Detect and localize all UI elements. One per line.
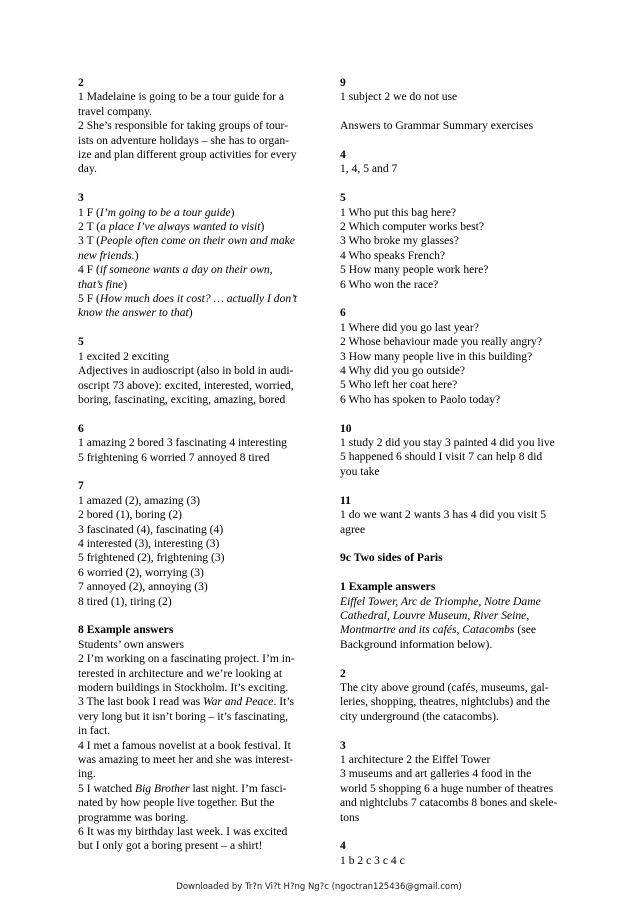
text-segment: 2 Which computer works best? [340,220,485,234]
text-segment: 2 bored (1), boring (2) [78,508,182,522]
answer-line [78,508,308,522]
text-segment: very long but it isn’t boring – it’s fascinating, [78,709,289,723]
answer-section [78,191,308,321]
answer-line [78,796,308,810]
text-segment: 4 Why did you go outside? [340,364,466,378]
left-answer-column [78,76,308,868]
exercise-heading: 7 [78,479,84,493]
text-segment: 3 fascinated (4), fascinating (4) [78,522,224,536]
text-segment: 3 museums and art galleries 4 food in the [340,767,532,781]
answer-line [340,465,572,479]
text-segment: 4 interested (3), interesting (3) [78,536,220,550]
answer-line [78,494,308,508]
answer-line [78,595,308,609]
text-segment: terested in architecture and we’re looking at [78,666,283,680]
answer-section [340,422,572,480]
text-segment: agree [340,522,366,536]
text-segment: 8 tired (1), tiring (2) [78,594,172,608]
answer-line [340,278,572,292]
text-segment: 4 I met a famous novelist at a book festival. It [78,738,291,752]
answer-line [78,162,308,176]
text-segment: 3 Who broke my glasses? [340,234,459,248]
answer-line [340,796,572,810]
text-segment: programme was boring. [78,810,189,824]
text-segment: 5 frightening 6 worried 7 annoyed 8 tired [78,450,270,464]
text-segment: nated by how people live together. But the [78,796,275,810]
answer-line [340,595,572,609]
answer-line [78,234,308,248]
text-segment: but I only got a boring present – a shirt! [78,839,263,853]
answer-line [78,739,308,753]
answer-line [340,710,572,724]
answer-line [340,364,572,378]
text-segment: world 5 shopping 6 a huge number of theatres [340,781,554,795]
answer-line [78,134,308,148]
text-segment: 5 How many people work here? [340,263,489,277]
text-segment: Answers to Grammar Summary exercises [340,119,534,133]
text-segment: 1 Where did you go last year? [340,320,479,334]
answer-line [340,782,572,796]
italic-text: Catacombs [462,623,515,637]
answer-line [340,523,572,537]
exercise-heading: 3 [340,738,346,752]
answer-line [78,148,308,162]
answer-line [340,350,572,364]
text-segment: The city above ground (cafés, museums, gal- [340,680,549,694]
text-segment: modern buildings in Stockholm. It’s exciting. [78,680,289,694]
answer-line [340,234,572,248]
exercise-heading: 8 Example answers [78,623,174,637]
text-segment: ) [134,248,139,262]
answer-line [78,839,308,853]
exercise-heading: 11 [340,493,351,507]
answer-line [340,263,572,277]
answer-line [340,206,572,220]
text-segment: you take [340,464,380,478]
answer-line [340,378,572,392]
answer-line [340,321,572,335]
italic-text: Montmartre and its cafés [340,623,457,637]
download-footer: Downloaded by Tr?n Vi?t H?ng Ng?c (ngoctran125436@gmail.com) [176,882,462,892]
answer-line [78,695,308,709]
answer-line [340,854,572,868]
text-segment: 4 Who speaks French? [340,248,446,262]
text-segment: 2 She’s responsible for taking groups of tour- [78,119,289,133]
answer-line [78,350,308,364]
text-segment: 1 do we want 2 wants 3 has 4 did you visit 5 [340,508,547,522]
right-answer-column [340,76,572,883]
answer-line [78,566,308,580]
text-segment: ize and plan different group activities for every [78,148,297,162]
answer-line [340,436,572,450]
text-segment: Adjectives in audioscript (also in bold in audi- [78,364,294,378]
answer-line [78,825,308,839]
text-segment: 3 How many people live in this building? [340,349,533,363]
text-segment: Students’ own answers [78,637,185,651]
answer-line [78,105,308,119]
answer-line [340,119,572,133]
text-segment: 6 Who has spoken to Paolo today? [340,392,501,406]
text-segment: 5 happened 6 should I visit 7 can help 8 did [340,450,543,464]
text-segment: (see [514,623,537,637]
text-segment: ) [260,220,265,234]
answer-line [78,523,308,537]
answer-line [78,292,308,306]
answer-line [78,537,308,551]
text-segment: city underground (the catacombs). [340,709,499,723]
italic-text: new friends. [78,248,135,262]
text-segment: 4 F ( [78,263,100,277]
text-segment: last night. I’m fasci- [189,781,287,795]
answer-section [340,739,572,825]
italic-text: know the answer to that [78,306,189,320]
text-segment: 3 T ( [78,234,101,248]
answer-line [78,379,308,393]
answer-section [340,580,572,652]
answer-line [78,206,308,220]
answer-line [78,724,308,738]
answer-line [78,710,308,724]
italic-text: a place I’ve always wanted to visit [100,220,261,234]
italic-text: People often come on their own and make [100,234,295,248]
answer-line [340,811,572,825]
text-segment: 3 The last book I read was [78,695,204,709]
text-segment: 6 Who won the race? [340,277,439,291]
answer-line [78,306,308,320]
text-segment: 1 excited 2 exciting [78,349,170,363]
text-segment: 1 subject 2 we do not use [340,90,458,104]
italic-text: Eiffel Tower, Arc de Triomphe, Notre Dame [340,594,541,608]
answer-line [78,249,308,263]
text-segment: Background information below). [340,637,493,651]
exercise-heading: 5 [78,335,84,349]
answer-section [78,479,308,609]
answer-section [78,335,308,407]
text-segment: ) [188,306,193,320]
answer-line [340,450,572,464]
text-segment: oscript 73 above): excited, interested, worried, [78,378,294,392]
text-segment: 5 F ( [78,292,100,306]
exercise-heading: 9c Two sides of Paris [340,551,443,565]
text-segment: ) [230,205,235,219]
text-segment: , [456,623,463,637]
answer-section [340,667,572,725]
exercise-heading: 2 [78,76,84,89]
answer-line [78,436,308,450]
answer-line [78,220,308,234]
answer-line [340,249,572,263]
answer-line [340,609,572,623]
italic-text: War and Peace [203,695,274,709]
exercise-heading: 4 [340,839,346,853]
answer-section [78,76,308,177]
italic-text: if someone wants a day on their own, [99,263,273,277]
answer-line [78,393,308,407]
text-segment: 1, 4, 5 and 7 [340,162,398,176]
answer-line [340,767,572,781]
answer-line [78,580,308,594]
answer-section [340,148,572,177]
text-segment: travel company. [78,104,152,118]
text-segment: 1 amazing 2 bored 3 fascinating 4 interesting [78,436,287,450]
exercise-heading: 6 [78,421,84,435]
answer-line [340,623,572,637]
answer-line [340,753,572,767]
text-segment: 5 Who left her coat here? [340,378,458,392]
text-segment: . It’s [273,695,295,709]
answer-line [78,451,308,465]
exercise-heading: 3 [78,191,84,205]
text-segment: 6 worried (2), worrying (3) [78,565,204,579]
text-segment: 6 It was my birthday last week. I was excited [78,825,288,839]
answer-line [78,551,308,565]
text-segment: 1 study 2 did you stay 3 painted 4 did you live [340,436,555,450]
answer-section [340,191,572,292]
answer-line [78,782,308,796]
answer-section [340,306,572,407]
answer-line [78,638,308,652]
exercise-heading: 6 [340,306,346,320]
exercise-heading: 9 [340,76,346,89]
answer-line [340,638,572,652]
answer-line [78,119,308,133]
answer-line [78,364,308,378]
answer-line [78,278,308,292]
answer-line [340,681,572,695]
answer-line [340,335,572,349]
answer-section [78,422,308,465]
answer-line [340,220,572,234]
text-segment: boring, fascinating, exciting, amazing, bored [78,392,286,406]
answer-line [340,393,572,407]
answer-line [78,753,308,767]
text-segment: 1 F ( [78,205,100,219]
exercise-heading: 2 [340,666,346,680]
text-segment: 1 b 2 c 3 c 4 c [340,853,405,867]
text-segment: in fact. [78,724,111,738]
answer-section [78,623,308,854]
answer-section [340,494,572,537]
italic-text: Big Brother [134,781,190,795]
answer-line [340,162,572,176]
answer-section [340,839,572,868]
answer-line [340,90,572,104]
text-segment: 2 I’m working on a fascinating project. I’m in- [78,652,295,666]
answer-line [78,652,308,666]
text-segment: ) [123,277,128,291]
exercise-heading: 10 [340,421,352,435]
italic-text: I’m going to be a tour guide [99,205,231,219]
answer-section [340,119,572,133]
text-segment: 5 I watched [78,781,135,795]
text-segment: was amazing to meet her and she was interest- [78,753,294,767]
text-segment: leries, shopping, theatres, nightclubs) and the [340,695,550,709]
italic-text: How much does it cost? … actually I don’t [99,292,297,306]
text-segment: and nightclubs 7 catacombs 8 bones and skele- [340,796,558,810]
text-segment: 7 annoyed (2), annoying (3) [78,580,208,594]
exercise-heading: 5 [340,191,346,205]
answer-line [78,90,308,104]
answer-section [340,551,572,565]
text-segment: 1 Madelaine is going to be a tour guide for a [78,90,285,104]
text-segment: 2 Whose behaviour made you really angry? [340,335,542,349]
text-segment: 2 T ( [78,220,101,234]
answer-line [78,767,308,781]
answer-line [78,667,308,681]
text-segment: day. [78,162,97,176]
text-segment: tons [340,810,360,824]
italic-text: that’s fine [78,277,124,291]
exercise-heading: 1 Example answers [340,580,436,594]
text-segment: 1 Who put this bag here? [340,205,457,219]
text-segment: ing. [78,767,96,781]
answer-line [340,508,572,522]
answer-line [78,811,308,825]
text-segment: 1 architecture 2 the Eiffel Tower [340,752,491,766]
text-segment: ists on adventure holidays – she has to organ- [78,133,290,147]
italic-text: Cathedral, Louvre Museum, River Seine, [340,608,530,622]
answer-line [340,695,572,709]
answer-line [78,263,308,277]
text-segment: 5 frightened (2), frightening (3) [78,551,225,565]
text-segment: 1 amazed (2), amazing (3) [78,493,200,507]
answer-section [340,76,572,105]
answer-line [78,681,308,695]
exercise-heading: 4 [340,148,346,161]
